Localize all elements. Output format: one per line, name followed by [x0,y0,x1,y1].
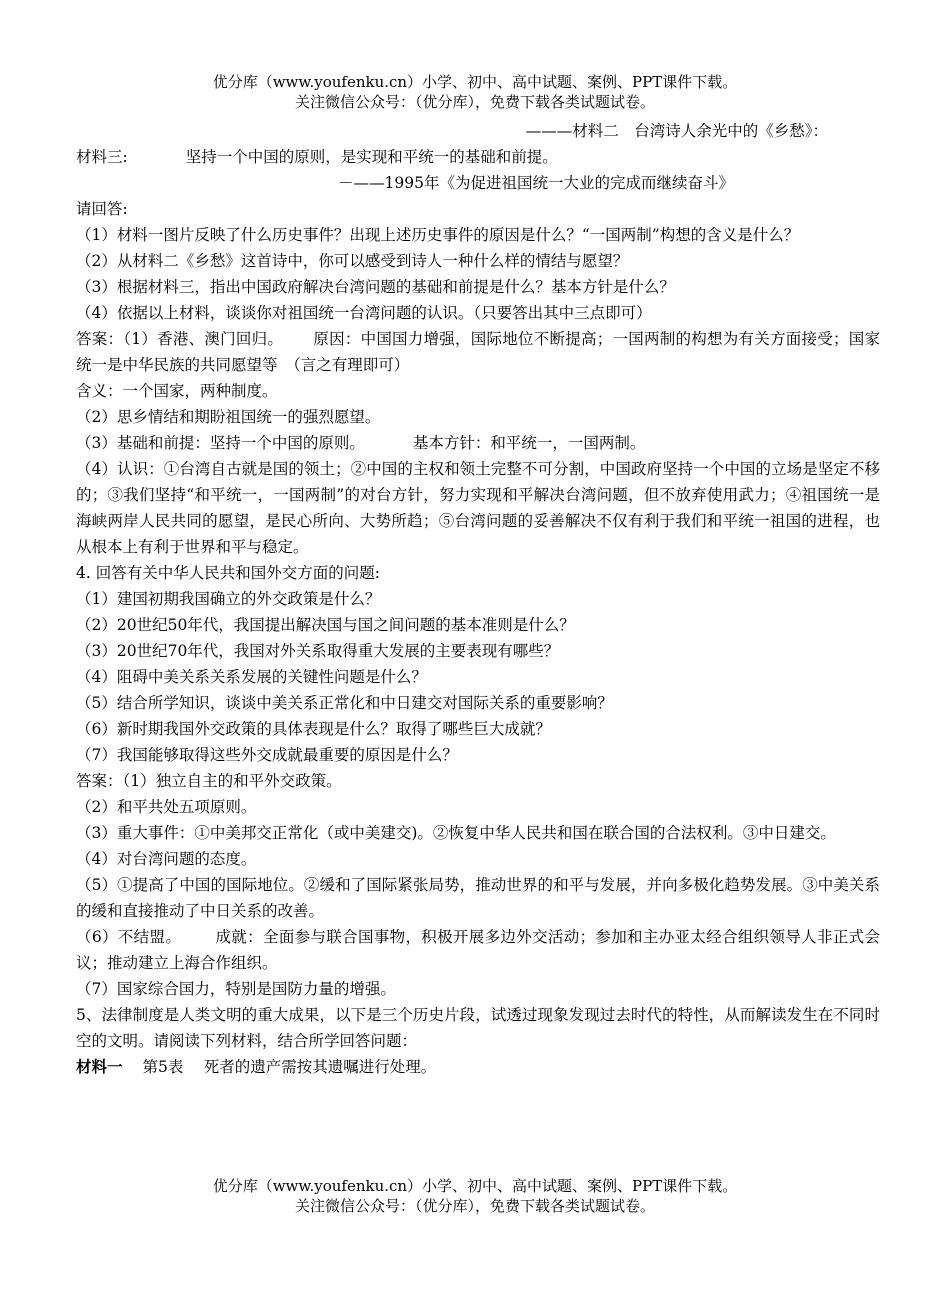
q3-answer-3-policy: 基本方针：和平统一，一国两制。 [412,434,646,452]
q3-question-2: （2）从材料二《乡愁》这首诗中，你可以感受到诗人一种什么样的情结与愿望？ [76,252,629,270]
q4-question-7: （7）我国能够取得这些外交成就最重要的原因是什么？ [76,746,458,764]
q4-answer-7: （7）国家综合国力，特别是国防力量的增强。 [76,980,396,998]
q4-answer-2: （2）和平共处五项原则。 [76,798,257,816]
q4-question-6: （6）新时期我国外交政策的具体表现是什么？取得了哪些巨大成就？ [76,720,551,738]
q4-answer-1: 答案：（1）独立自主的和平外交政策。 [76,772,342,790]
q4-answer-5: （5）①提高了中国的国际地位。②缓和了国际紧张局势，推动世界的和平与发展，并向多极化趋势发展。③中美关系的缓和直接推动了中日关系的改善。 [76,876,880,920]
material2-source: ———材料二 台湾诗人余光中的《乡愁》： [525,122,828,140]
q5-material1-text: 第5表 死者的遗产需按其遗嘱进行处理。 [142,1058,437,1076]
q3-prompt: 请回答: [76,200,128,218]
q4-answer-3: （3）重大事件：①中美邦交正常化（或中美建交)。②恢复中华人民共和国在联合国的合法权利。③中日建交。 [76,824,836,842]
q4-answer-6-achievement: 成就：全面参与联合国事物，积极开展多边外交活动；参加和主办亚太经合组织领导人非正式会议；推动建立上海合作组织。 [76,928,880,972]
material3-source: －——1995年《为促进祖国统一大业的完成而继续奋斗》 [338,174,734,192]
q4-question-2: （2）20世纪50年代，我国提出解决国与国之间问题的基本准则是什么？ [76,616,575,634]
q4-answer-6 [76,924,880,976]
footer-line-1: 优分库（www.youfenku.cn）小学、初中、高中试题、案例、PPT课件下载。 [212,1177,738,1195]
q3-answer-1-reason: 原因：中国国力增强，国际地位不断提高；一国两制的构想为有关方面接受；国家统一是中华民族的共同愿望等 （言之有理即可） [76,330,880,374]
q5-title: 5、法律制度是人类文明的重大成果，以下是三个历史片段，试透过现象发现过去时代的特性，从而解读发生在不同时空的文明。请阅读下列材料，结合所学回答问题： [76,1006,880,1050]
q3-answer-4: （4）认识：①台湾自古就是国的领土；②中国的主权和领土完整不可分割，中国政府坚持一个中国的立场是坚定不移的；③我们坚持“和平统一，一国两制”的对台方针，努力实现和平解决台湾问题，但不放弃使用武力；④祖国统一是海峡两岸人民共同的愿望，是民心所向、大势所趋；⑤台湾问题的妥善解决不仅有利于我们和平统一祖国的进程，也从根本上有利于世界和平与稳定。 [76,460,880,556]
page-header [0,72,950,112]
q3-answer-3-text: （3）基础和前提：坚持一个中国的原则。 [76,434,365,452]
header-line-2: 关注微信公众号：（优分库），免费下载各类试题试卷。 [294,93,655,111]
q4-question-4: （4）阻碍中美关系关系发展的关键性问题是什么？ [76,668,427,686]
material3-text: 坚持一个中国的原则，是实现和平统一的基础和前提。 [185,148,558,166]
q3-answer-3 [76,430,880,456]
q4-title: 4. 回答有关中华人民共和国外交方面的问题: [76,564,380,582]
q3-question-4: （4）依据以上材料，谈谈你对祖国统一台湾问题的认识。（只要答出其中三点即可） [76,304,652,322]
q4-question-5: （5）结合所学知识，谈谈中美关系正常化和中日建交对国际关系的重要影响？ [76,694,613,712]
q3-answer-1-text: 答案：（1）香港、澳门回归。 [76,330,284,348]
document-body [76,118,880,1080]
q4-question-3: （3）20世纪70年代，我国对外关系取得重大发展的主要表现有哪些？ [76,642,560,660]
q4-answer-6-text: （6）不结盟。 [76,928,182,946]
q5-material1-label: 材料一 [76,1057,123,1076]
footer-line-2: 关注微信公众号：（优分库），免费下载各类试题试卷。 [294,1197,655,1215]
q3-question-1: （1）材料一图片反映了什么历史事件？出现上述历史事件的原因是什么？“一国两制”构想的含义是什么？ [76,226,800,244]
q3-answer-1 [76,326,880,378]
q4-answer-4: （4）对台湾问题的态度。 [76,850,257,868]
q5-material1 [76,1054,880,1080]
q4-question-1: （1）建国初期我国确立的外交政策是什么？ [76,590,381,608]
header-line-1: 优分库（www.youfenku.cn）小学、初中、高中试题、案例、PPT课件下载。 [212,73,738,91]
q3-question-3: （3）根据材料三，指出中国政府解决台湾问题的基础和前提是什么？基本方针是什么？ [76,278,675,296]
q3-answer-1-meaning: 含义：一个国家，两种制度。 [76,382,278,400]
material3-label: 材料三: [76,148,128,166]
material3 [76,144,880,170]
page-footer [0,1176,950,1216]
q3-answer-2: （2）思乡情结和期盼祖国统一的强烈愿望。 [76,408,381,426]
